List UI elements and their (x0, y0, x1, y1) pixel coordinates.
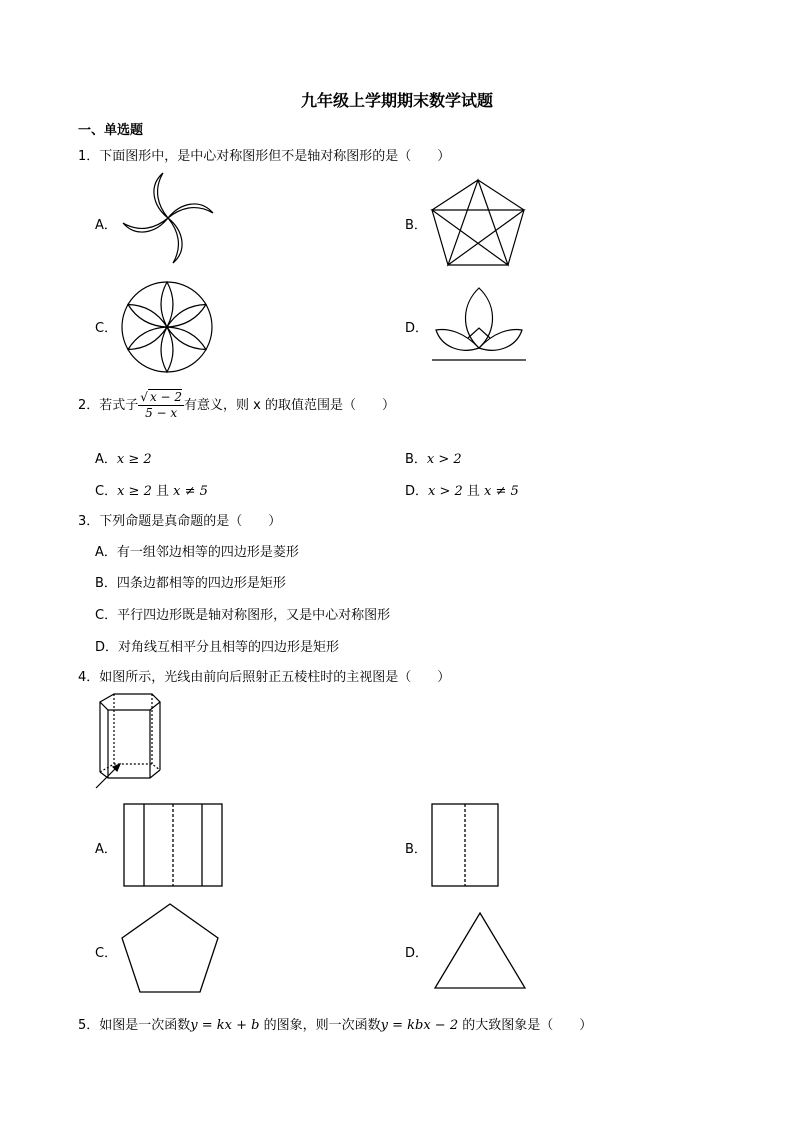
section-heading: 一、单选题 (78, 123, 144, 138)
q3-option-b: B．四条边都相等的四边形是矩形 (95, 576, 286, 591)
q1-figure-b-pentagram (430, 178, 526, 268)
q2-option-b: B．x > 2 (405, 452, 462, 467)
q1-option-a-label: A． (95, 218, 117, 233)
q5-function-1: y = kx + b (190, 1018, 260, 1033)
q2-fraction-denominator: 5 − x (145, 406, 178, 420)
q2-option-c: C．x ≥ 2 且 x ≠ 5 (95, 484, 208, 499)
q5-suffix: 的大致图象是（ ） (458, 1018, 593, 1033)
q2-fraction: $\frac{√ x - 2}{5 - x}$ (140, 390, 183, 420)
q5-prefix: 5．如图是一次函数 (78, 1018, 191, 1033)
q4-figure-a-rect-three-lines (122, 802, 224, 888)
q4-pentagonal-prism-figure (94, 692, 164, 790)
q3-option-c: C．平行四边形既是轴对称图形，又是中心对称图形 (95, 608, 391, 623)
page-title: 九年级上学期期末数学试题 (300, 91, 493, 110)
q5-middle: 的图象，则一次函数 (259, 1018, 381, 1033)
q3-option-a: A．有一组邻边相等的四边形是菱形 (95, 545, 299, 560)
question-4-text: 4．如图所示，光线由前向后照射正五棱柱时的主视图是（ ） (78, 670, 451, 685)
q2-fraction-numerator: x − 2 (149, 390, 183, 404)
q1-figure-c-flower (120, 280, 214, 374)
q4-option-b-label: B． (405, 842, 427, 857)
question-1-text: 1．下面图形中，是中心对称图形但不是轴对称图形的是（ ） (78, 149, 451, 164)
q4-option-c-label: C． (95, 946, 118, 961)
q2-suffix: 有意义，则 x 的取值范围是（ ） (184, 398, 395, 413)
q1-option-b-label: B． (405, 218, 427, 233)
q4-figure-b-rect-dashed-line (430, 802, 500, 888)
question-2-text (78, 390, 395, 421)
q1-option-d-label: D． (405, 321, 429, 336)
q3-option-d: D．对角线互相平分且相等的四边形是矩形 (95, 640, 340, 655)
question-5-text (78, 1014, 592, 1033)
q4-figure-c-pentagon (120, 902, 220, 994)
question-3-text: 3．下列命题是真命题的是（ ） (78, 514, 282, 529)
q2-prefix: 2．若式子 (78, 398, 139, 413)
q2-option-a: A．x ≥ 2 (95, 452, 152, 467)
q4-option-a-label: A． (95, 842, 117, 857)
q1-option-c-label: C． (95, 321, 118, 336)
q5-function-2: y = kbx − 2 (380, 1018, 459, 1033)
q4-option-d-label: D． (405, 946, 429, 961)
q4-figure-d-triangle (432, 910, 528, 990)
q1-figure-d-lotus (432, 286, 526, 364)
q2-option-d: D．x > 2 且 x ≠ 5 (405, 484, 519, 499)
q1-figure-a-crescent-pinwheel (118, 168, 218, 268)
